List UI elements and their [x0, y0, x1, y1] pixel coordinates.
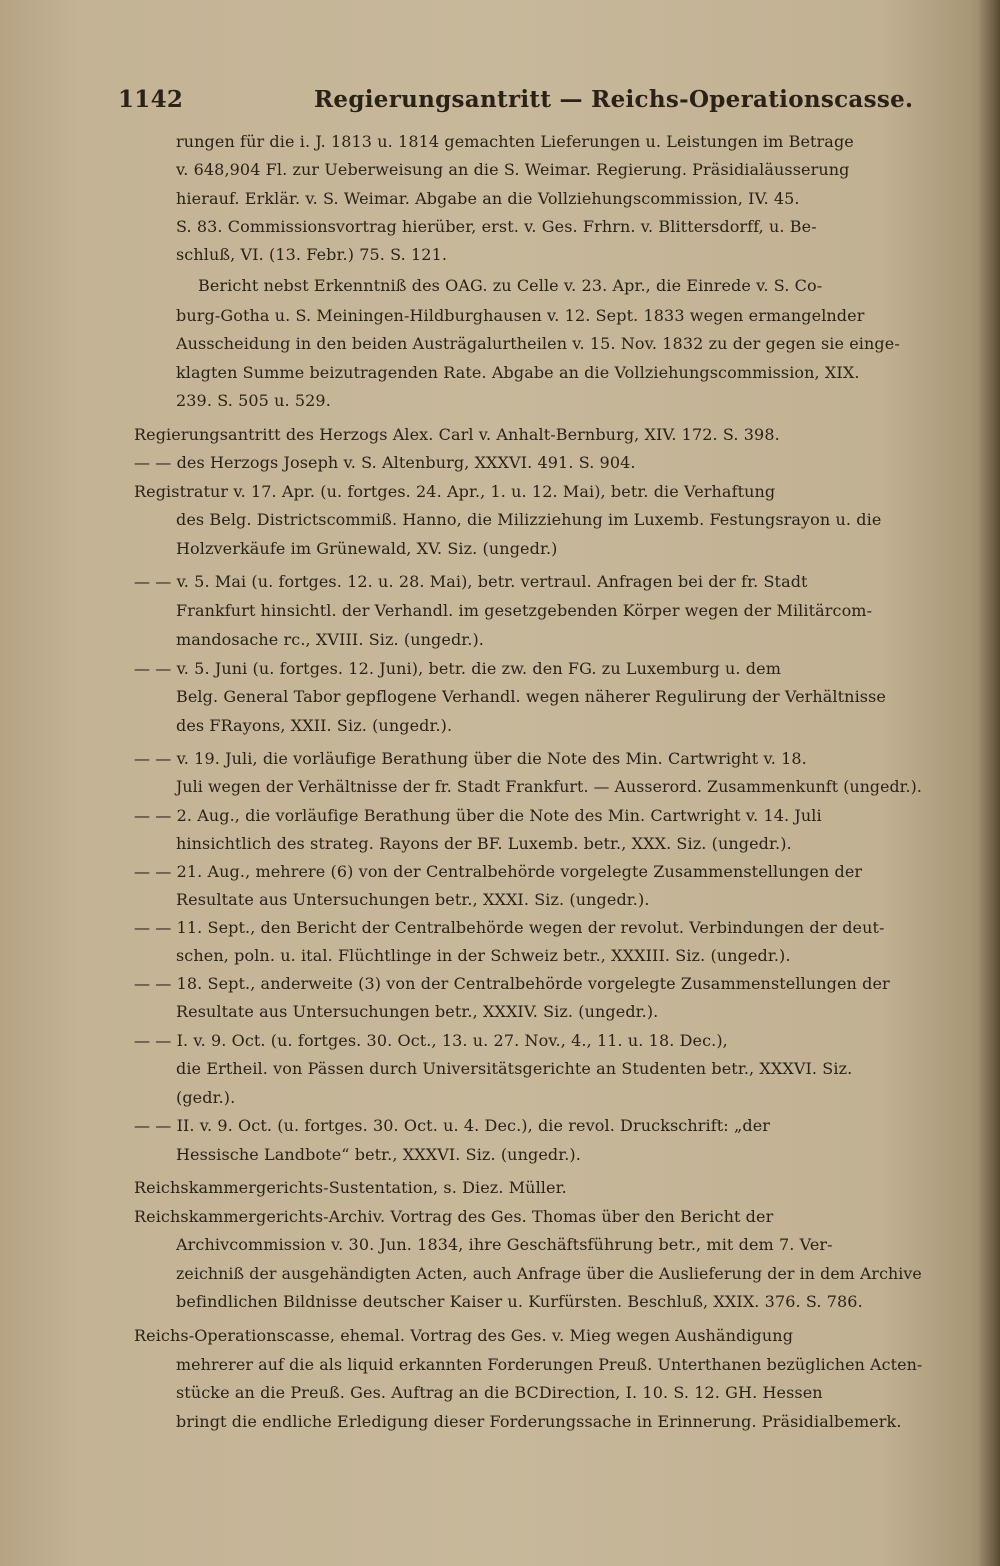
text-line: schluß, VI. (13. Febr.) 75. S. 121.	[176, 245, 448, 264]
text-line: — — I. v. 9. Oct. (u. fortges. 30. Oct., 13. u. 27. Nov., 4., 11. u. 18. Dec.),	[134, 1031, 728, 1050]
text-line: 239. S. 505 u. 529.	[176, 391, 331, 410]
page-number: 1142	[118, 86, 184, 113]
text-line: mehrerer auf die als liquid erkannten Forderungen Preuß. Unterthanen bezüglichen Acten-	[176, 1355, 923, 1374]
text-line: — — v. 5. Mai (u. fortges. 12. u. 28. Mai), betr. vertraul. Anfragen bei der fr. Stadt	[134, 572, 808, 591]
text-line: schen, poln. u. ital. Flüchtlinge in der Schweiz betr., XXXIII. Siz. (ungedr.).	[176, 946, 791, 965]
running-title: Regierungsantritt — Reichs-Operationscasse.	[314, 86, 914, 113]
text-line: — — II. v. 9. Oct. (u. fortges. 30. Oct. u. 4. Dec.), die revol. Druckschrift: „der	[134, 1116, 771, 1135]
text-line: Ausscheidung in den beiden Austrägalurtheilen v. 15. Nov. 1832 zu der gegen sie einge-	[176, 334, 900, 353]
text-line: Holzverkäufe im Grünewald, XV. Siz. (ungedr.)	[176, 539, 558, 558]
text-line: — — 2. Aug., die vorläufige Berathung über die Note des Min. Cartwright v. 14. Juli	[134, 806, 822, 825]
text-line: Bericht nebst Erkenntniß des OAG. zu Celle v. 23. Apr., die Einrede v. S. Co-	[198, 276, 823, 295]
text-line: bringt die endliche Erledigung dieser Forderungssache in Erinnerung. Präsidialbemerk.	[176, 1412, 902, 1431]
text-line: Reichskammergerichts-Archiv. Vortrag des Ges. Thomas über den Bericht der	[134, 1207, 774, 1226]
text-line: rungen für die i. J. 1813 u. 1814 gemachten Lieferungen u. Leistungen im Betrage	[176, 132, 854, 151]
text-line: Resultate aus Untersuchungen betr., XXXI. Siz. (ungedr.).	[176, 890, 650, 909]
text-line: Resultate aus Untersuchungen betr., XXXIV. Siz. (ungedr.).	[176, 1002, 659, 1021]
text-line: — — des Herzogs Joseph v. S. Altenburg, XXXVI. 491. S. 904.	[134, 453, 636, 472]
text-line: burg-Gotha u. S. Meiningen-Hildburghausen v. 12. Sept. 1833 wegen ermangelnder	[176, 306, 865, 325]
text-line: — — v. 5. Juni (u. fortges. 12. Juni), betr. die zw. den FG. zu Luxemburg u. dem	[134, 659, 781, 678]
text-line: (gedr.).	[176, 1088, 236, 1107]
text-line: v. 648,904 Fl. zur Ueberweisung an die S. Weimar. Regierung. Präsidialäusserung	[176, 160, 850, 179]
text-line: — — 11. Sept., den Bericht der Centralbehörde wegen der revolut. Verbindungen der deut-	[134, 918, 885, 937]
text-line: — — 21. Aug., mehrere (6) von der Centralbehörde vorgelegte Zusammenstellungen der	[134, 862, 863, 881]
text-line: Belg. General Tabor gepflogene Verhandl. wegen näherer Regulirung der Verhältnisse	[176, 687, 886, 706]
text-line: hierauf. Erklär. v. S. Weimar. Abgabe an die Vollziehungscommission, IV. 45.	[176, 189, 800, 208]
text-line: die Ertheil. von Pässen durch Universitätsgerichte an Studenten betr., XXXVI. Siz.	[176, 1059, 853, 1078]
text-line: befindlichen Bildnisse deutscher Kaiser u. Kurfürsten. Beschluß, XXIX. 376. S. 786.	[176, 1292, 863, 1311]
text-line: mandosache rc., XVIII. Siz. (ungedr.).	[176, 630, 484, 649]
page-edge-shadow	[978, 0, 1000, 1566]
text-line: Registratur v. 17. Apr. (u. fortges. 24. Apr., 1. u. 12. Mai), betr. die Verhaftung	[134, 482, 776, 501]
text-line: zeichniß der ausgehändigten Acten, auch Anfrage über die Auslieferung der in dem Archive	[176, 1264, 922, 1283]
text-line: hinsichtlich des strateg. Rayons der BF. Luxemb. betr., XXX. Siz. (ungedr.).	[176, 834, 792, 853]
text-line: S. 83. Commissionsvortrag hierüber, erst. v. Ges. Frhrn. v. Blittersdorff, u. Be-	[176, 217, 817, 236]
text-line: Hessische Landbote“ betr., XXXVI. Siz. (ungedr.).	[176, 1145, 581, 1164]
text-line: Reichskammergerichts-Sustentation, s. Diez. Müller.	[134, 1178, 567, 1197]
text-line: — — 18. Sept., anderweite (3) von der Centralbehörde vorgelegte Zusammenstellungen der	[134, 974, 890, 993]
text-line: Reichs-Operationscasse, ehemal. Vortrag des Ges. v. Mieg wegen Aushändigung	[134, 1326, 794, 1345]
text-line: stücke an die Preuß. Ges. Auftrag an die BCDirection, I. 10. S. 12. GH. Hessen	[176, 1383, 823, 1402]
text-line: Juli wegen der Verhältnisse der fr. Stadt Frankfurt. — Ausserord. Zusammenkunft (ungedr.).	[176, 777, 922, 796]
text-line: Archivcommission v. 30. Jun. 1834, ihre Geschäftsführung betr., mit dem 7. Ver-	[176, 1235, 833, 1254]
text-line: Regierungsantritt des Herzogs Alex. Carl v. Anhalt-Bernburg, XIV. 172. S. 398.	[134, 425, 780, 444]
text-line: Frankfurt hinsichtl. der Verhandl. im gesetzgebenden Körper wegen der Militärcom-	[176, 601, 873, 620]
page-header	[118, 86, 914, 120]
text-line: klagten Summe beizutragenden Rate. Abgabe an die Vollziehungscommission, XIX.	[176, 363, 860, 382]
text-line: — — v. 19. Juli, die vorläufige Berathung über die Note des Min. Cartwright v. 18.	[134, 749, 807, 768]
text-line: des Belg. Districtscommiß. Hanno, die Milizziehung im Luxemb. Festungsrayon u. die	[176, 510, 882, 529]
text-line: des FRayons, XXII. Siz. (ungedr.).	[176, 716, 453, 735]
